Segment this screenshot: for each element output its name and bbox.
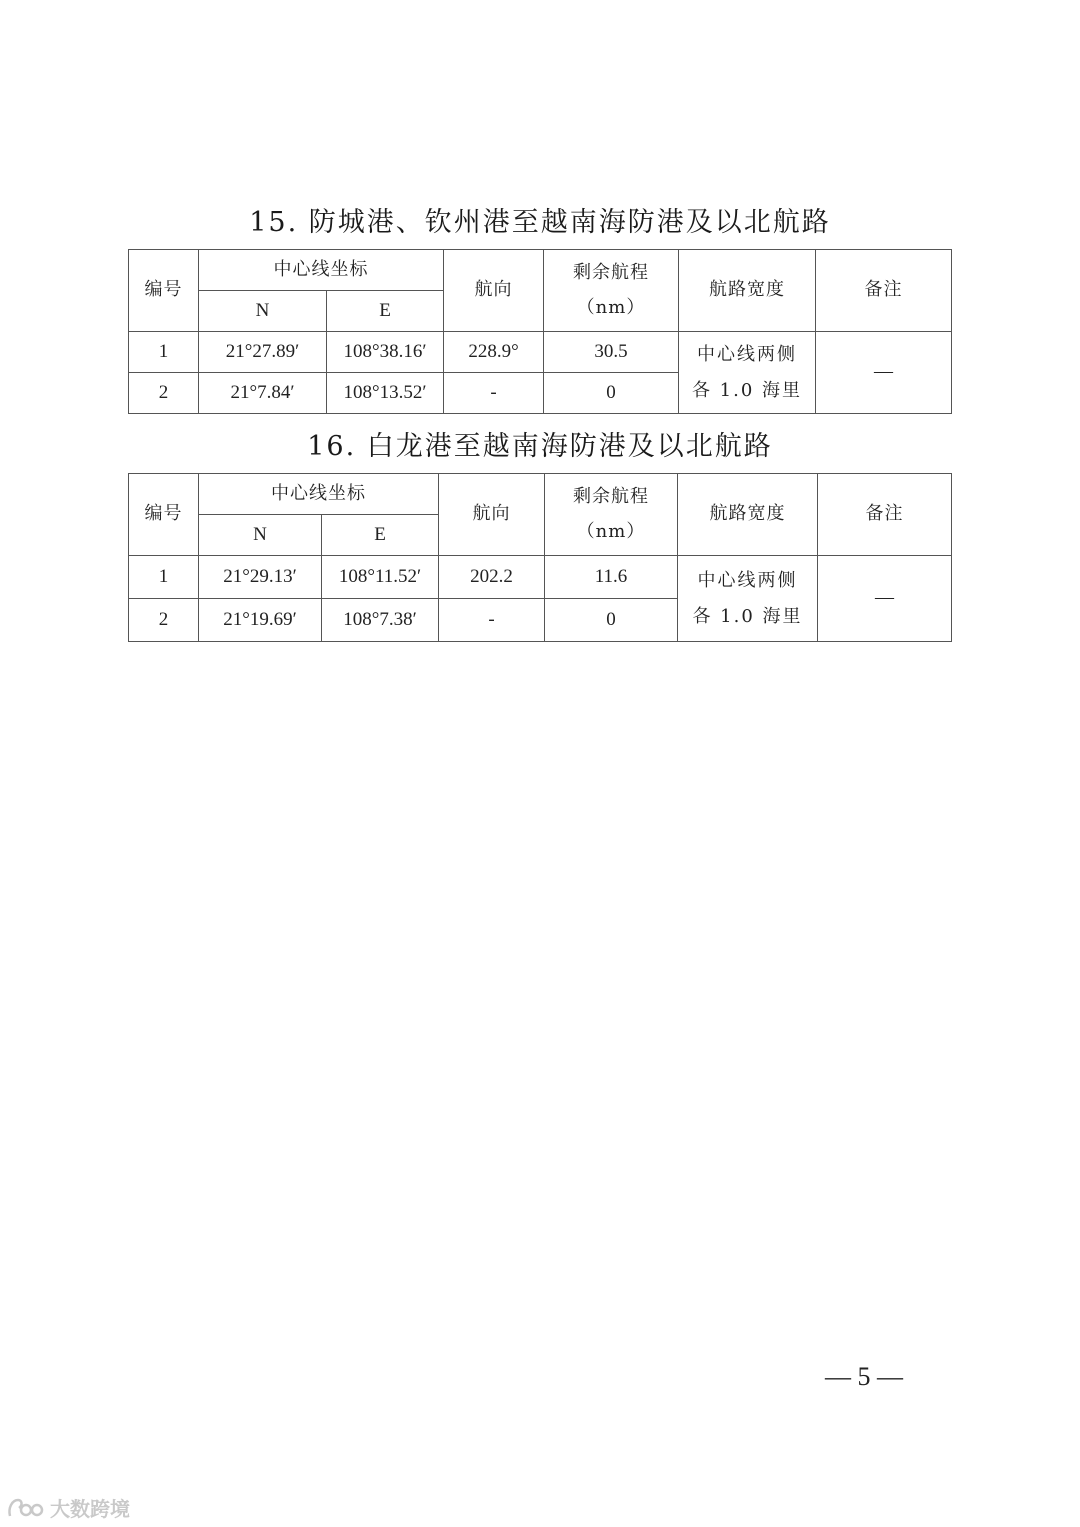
header-center-coords: 中心线坐标: [199, 474, 439, 515]
cell-n: 21°7.84′: [199, 373, 327, 414]
cell-width: [678, 556, 818, 642]
cell-n: 21°27.89′: [199, 332, 327, 373]
header-id: 编号: [129, 250, 199, 332]
header-remaining: [544, 250, 679, 332]
section-title-16: 16. 白龙港至越南海防港及以北航路: [307, 431, 773, 462]
header-remaining-line1: 剩余航程: [573, 262, 649, 284]
cell-course: -: [439, 599, 545, 642]
table-row: [129, 556, 952, 599]
cell-e: 108°38.16′: [327, 332, 444, 373]
cell-n: 21°29.13′: [199, 556, 322, 599]
header-id: 编号: [129, 474, 199, 556]
cell-course: -: [444, 373, 544, 414]
cell-remarks: —: [818, 556, 952, 642]
section-title-15: 15. 防城港、钦州港至越南海防港及以北航路: [249, 207, 831, 238]
header-center-coords: 中心线坐标: [199, 250, 444, 291]
watermark-logo-icon: [6, 1496, 46, 1520]
cell-id: 2: [129, 373, 199, 414]
cell-e: 108°13.52′: [327, 373, 444, 414]
table-row: [129, 332, 952, 373]
width-line2: 各 1.0 海里: [692, 605, 803, 627]
cell-e: 108°7.38′: [322, 599, 439, 642]
cell-e: 108°11.52′: [322, 556, 439, 599]
width-line2: 各 1.0 海里: [691, 379, 803, 401]
cell-id: 2: [129, 599, 199, 642]
header-remaining-unit: （nm）: [576, 296, 646, 318]
page-number: — 5 —: [825, 1362, 903, 1391]
header-e: E: [322, 515, 439, 556]
cell-remaining: 11.6: [545, 556, 678, 599]
header-remaining-line1: 剩余航程: [573, 486, 649, 508]
cell-id: 1: [129, 556, 199, 599]
header-course: 航向: [444, 250, 544, 332]
header-remaining-unit: （nm）: [576, 520, 646, 542]
route-table-15: [128, 249, 952, 414]
cell-remarks: —: [816, 332, 952, 414]
header-e: E: [327, 291, 444, 332]
width-line1: 中心线两侧: [697, 570, 798, 592]
header-width: 航路宽度: [678, 474, 818, 556]
header-remarks: 备注: [818, 474, 952, 556]
header-remarks: 备注: [816, 250, 952, 332]
header-course: 航向: [439, 474, 545, 556]
cell-id: 1: [129, 332, 199, 373]
cell-course: 228.9°: [444, 332, 544, 373]
route-table-16: [128, 473, 952, 642]
header-n: N: [199, 291, 327, 332]
header-width: 航路宽度: [679, 250, 816, 332]
cell-remaining: 0: [544, 373, 679, 414]
watermark-text: 大数跨境: [50, 1497, 130, 1521]
cell-remaining: 0: [545, 599, 678, 642]
cell-n: 21°19.69′: [199, 599, 322, 642]
header-n: N: [199, 515, 322, 556]
header-remaining: [545, 474, 678, 556]
cell-remaining: 30.5: [544, 332, 679, 373]
cell-width: [679, 332, 816, 414]
width-line1: 中心线两侧: [697, 344, 797, 366]
cell-course: 202.2: [439, 556, 545, 599]
watermark: [6, 1493, 130, 1522]
